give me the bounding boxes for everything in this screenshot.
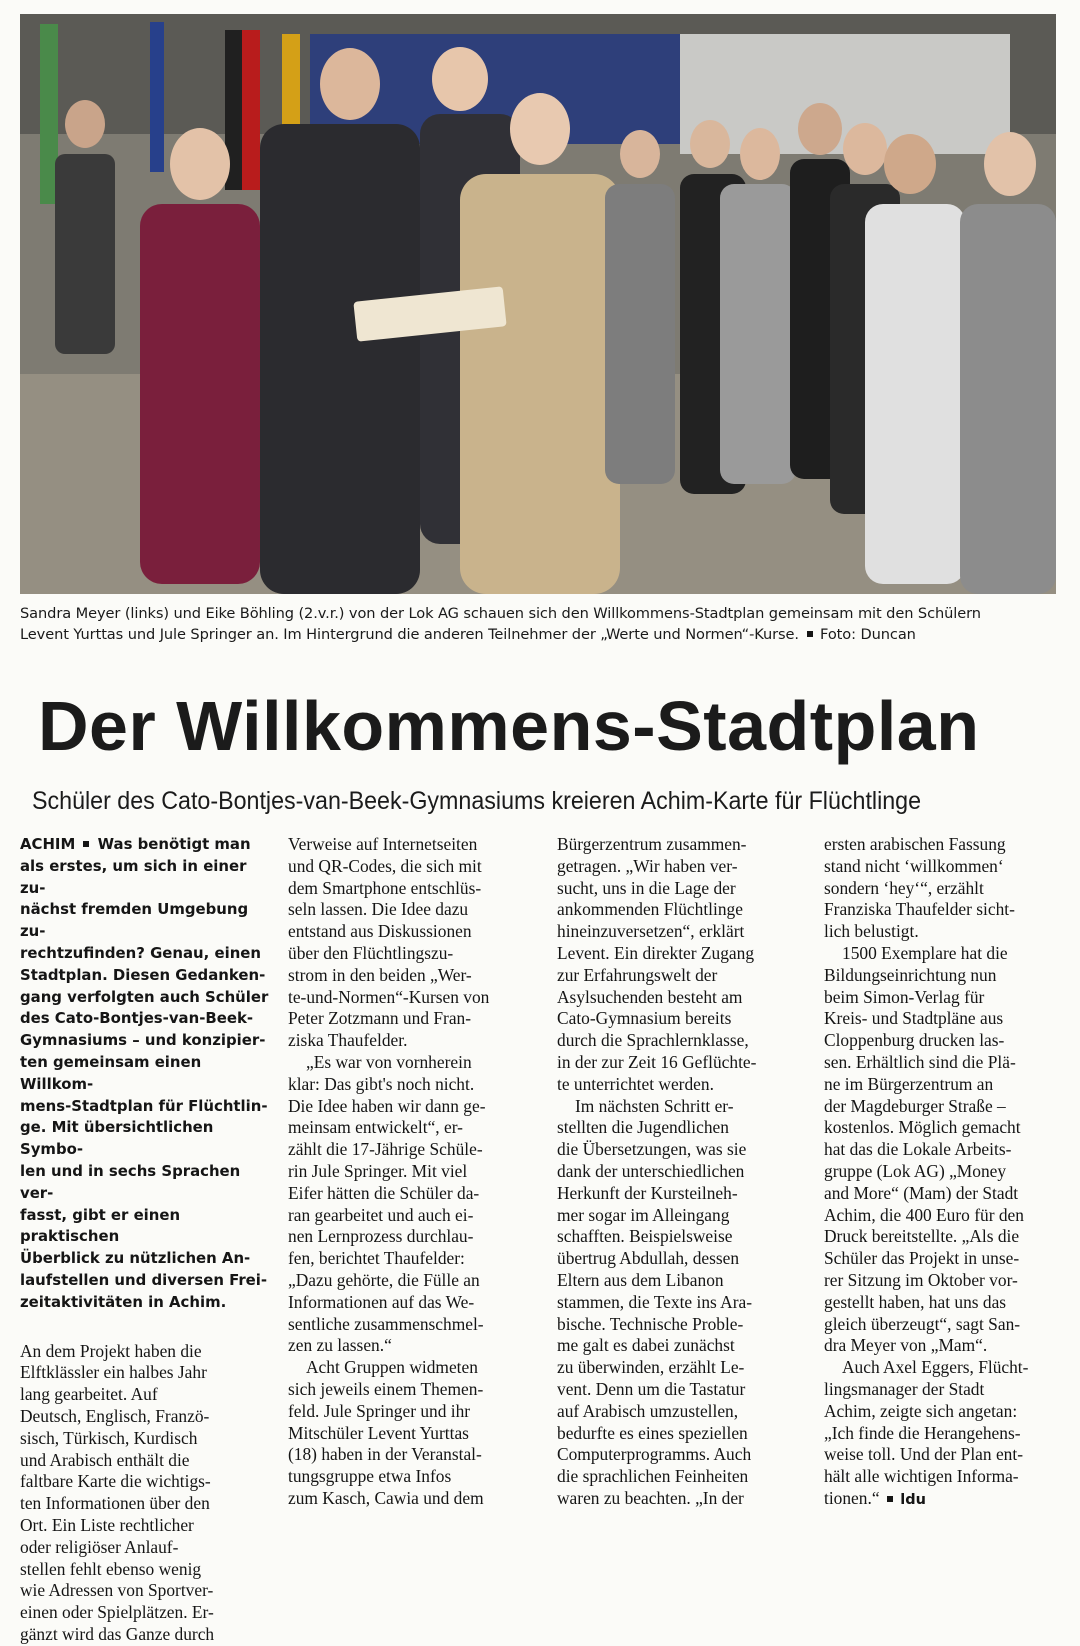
subheadline: Schüler des Cato-Bontjes-van-Beek-Gymnasiums kreieren Achim-Karte für Flüchtlinge	[32, 787, 922, 815]
article-photo	[20, 14, 1056, 594]
group-photo-illustration	[20, 14, 1056, 594]
paragraph-text: Auch Axel Eggers, Flücht- lingsmanager der Stadt Achim, zeigte sich angetan: „Ich finde die Herangehens- weise toll. Und der Plan ent- hält alle wichtigen Informa- tionen.“	[824, 1357, 1029, 1508]
dateline: ACHIM	[20, 835, 76, 853]
end-square-icon	[887, 1496, 893, 1502]
separator-square-icon	[83, 841, 89, 847]
photo-caption	[20, 603, 1070, 645]
paragraph: Verweise auf Internetseiten und QR-Codes, die sich mit dem Smartphone entschlüs- seln lassen. Die Idee dazu entstand aus Diskussionen über den Flüchtlingszu- strom in den beiden „Wer- te-und-Normen“-Kursen von Peter Zotzmann und Fran- ziska Thaufelder.	[288, 834, 490, 1051]
paragraph: An dem Projekt haben die Elftklässler ein halbes Jahr lang gearbeitet. Auf Deutsch, Englisch, Franzö- sisch, Türkisch, Kurdisch und Arabisch enthält die faltbare Karte die wichtigs- ten Informationen über den Ort. Ein Liste rechtlicher oder religiöser Anlauf- stellen fehlt ebenso wenig wie Adressen von Sportver- einen oder Spielplätzen. Er- gänzt wird das Ganze durch	[20, 1340, 215, 1644]
headline: Der Willkommens-Stadtplan	[38, 687, 980, 765]
article-column-1	[20, 834, 270, 1646]
caption-line-2: Levent Yurttas und Jule Springer an. Im Hintergrund die anderen Teilnehmer der „Werte und Normen“-Kurse.	[20, 626, 799, 643]
separator-square-icon	[807, 631, 813, 637]
paragraph: Im nächsten Schritt er- stellten die Jugendlichen die Übersetzungen, was sie dank der unterschiedlichen Herkunft der Kursteilneh- mer sogar im Alleingang schafften. Beispielsweise übertrug Abdullah, dessen Eltern aus dem Libanon stammen, die Texte ins Ara- bische. Technische Proble- me galt es dabei zunächst zu überwinden, erzählt Le- vent. Denn um die Tastatur auf Arabisch umzustellen, bedurfte es eines speziellen Computerprogramms. Auch die sprachlichen Feinheiten waren zu beachten. „In der	[557, 1095, 753, 1508]
photo-credit: Foto: Duncan	[820, 626, 916, 643]
article-lead	[20, 834, 270, 1314]
article-column-2	[288, 834, 538, 1510]
article-column-4	[824, 834, 1074, 1512]
lead-text: Was benötigt man als erstes, um sich in einer zu- nächst fremden Umgebung zu- rechtzufinden? Genau, einen Stadtplan. Diesen Gedanken- gang verfolgten auch Schüler des Cato-Bontjes-van-Beek- Gymnasiums – und konzipier- ten gemeinsam einen Willkom- mens-Stadtplan für Flüchtlin- ge. Mit übersichtlichen Symbo- len und in sechs Sprachen ver- fasst, gibt er einen praktischen Überblick zu nützlichen An- laufstellen und diversen Frei- zeitaktivitäten in Achim.	[20, 835, 269, 1311]
paragraph: ersten arabischen Fassung stand nicht ‘willkommen‘ sondern ‘hey‘“, erzählt Franziska Thaufelder sicht- lich belustigt.	[824, 834, 1015, 942]
paragraph: Acht Gruppen widmeten sich jeweils einem Themen- feld. Jule Springer und ihr Mitschüler Levent Yurttas (18) haben in der Veranstal- tungsgruppe etwa Infos zum Kasch, Cawia und dem	[288, 1357, 484, 1508]
paragraph: Bürgerzentrum zusammen- getragen. „Wir haben ver- sucht, uns in die Lage der ankommenden Flüchtlinge hineinzuversetzen“, erklärt Levent. Ein direkter Zugang zur Erfahrungswelt der Asylsuchenden besteht am Cato-Gymnasium bereits durch die Sprachlernklasse, in der zur Zeit 16 Geflüchte- te unterrichtet werden.	[557, 834, 757, 1094]
paragraph: 1500 Exemplare hat die Bildungseinrichtung nun beim Simon-Verlag für Kreis- und Stadtpläne aus Cloppenburg drucken las- sen. Erhältlich sind die Plä- ne im Bürgerzentrum an der Magdeburger Straße – kostenlos. Möglich gemacht hat das die Lokale Arbeits- gruppe (Lok AG) „Money and More“ (Mam) der Stadt Achim, die 400 Euro für den Druck bereitstellte. „Als die Schüler das Projekt in unse- rer Sitzung im Oktober vor- gestellt haben, hat uns das gleich überzeugt“, sagt San- dra Meyer von „Mam“.	[824, 942, 1024, 1356]
paragraph: „Es war von vornherein klar: Das gibt's noch nicht. Die Idee haben wir dann ge- meinsam entwickelt“, er- zählt die 17-Jährige Schüle- rin Jule Springer. Mit viel Eifer hätten die Schüler da- ran gearbeitet und auch ei- nen Lernprozess durchlau- fen, berichtet Thaufelder: „Dazu gehörte, die Fülle an Informationen auf das We- sentliche zusammenschmel- zen zu lassen.“	[288, 1051, 486, 1356]
article-column-3	[557, 834, 807, 1510]
caption-line-1: Sandra Meyer (links) und Eike Böhling (2.v.r.) von der Lok AG schauen sich den Willkommens-Stadtplan gemeinsam mit den Schülern	[20, 605, 981, 622]
author-initials: ldu	[900, 1491, 926, 1508]
paragraph-closing	[824, 1357, 1074, 1512]
